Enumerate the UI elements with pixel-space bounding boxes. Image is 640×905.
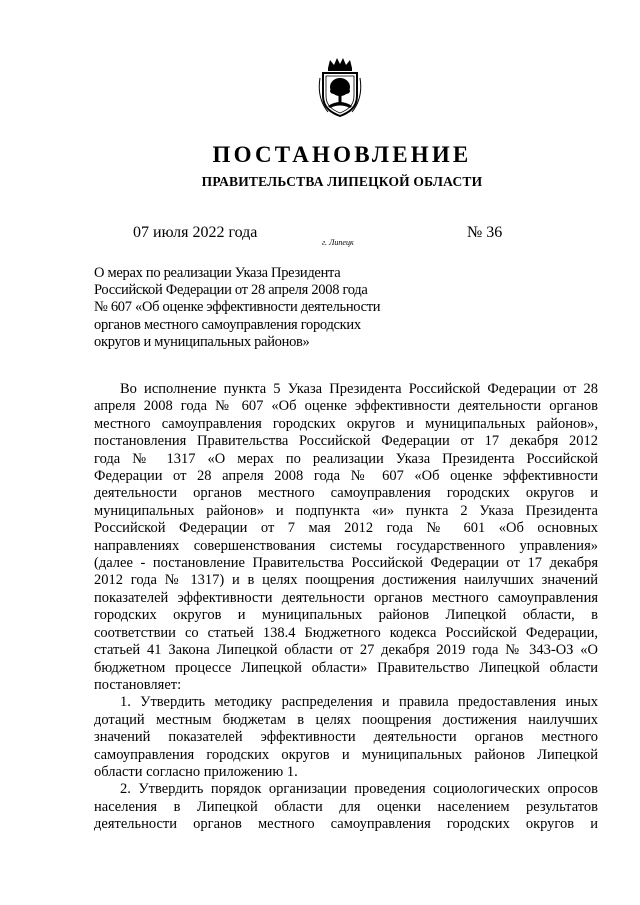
body-line: соответствии со статьей 138.4 Бюджетного кодекса Российской Федерации, <box>94 624 598 641</box>
subject-line: Российской Федерации от 28 апреля 2008 года <box>94 282 368 299</box>
body-line: значений показателей эффективности деятельности органов местного <box>94 729 598 746</box>
document-date: 07 июля 2022 года <box>133 224 258 241</box>
document-issuer: ПРАВИТЕЛЬСТВА ЛИПЕЦКОЙ ОБЛАСТИ <box>201 174 483 189</box>
body-line: 1. Утвердить методику распределения и правила предоставления иных <box>120 694 598 711</box>
body-line: деятельности органов местного самоуправления городских округов и <box>94 485 598 502</box>
document-city: г. Липецк <box>322 238 354 247</box>
body-line: городских округов и муниципальных районов Липецкой области, в <box>94 607 598 624</box>
body-line: постановляет: <box>94 676 182 693</box>
body-line: постановления Правительства Российской Федерации от 17 декабря 2012 <box>94 433 598 450</box>
body-line: местного самоуправления городских округов и муниципальных районов», <box>94 415 598 432</box>
body-line: (далее - постановление Правительства Российской Федерации от 17 декабря <box>94 555 598 572</box>
body-line: самоуправления городских округов и муниципальных районов Липецкой <box>94 746 598 763</box>
body-line: области согласно приложению 1. <box>94 763 298 780</box>
body-line: показателей эффективности деятельности органов местного самоуправления <box>94 589 598 606</box>
body-line: Российской Федерации от 7 мая 2012 года № 601 «Об основных <box>94 520 598 537</box>
body-line: Во исполнение пункта 5 Указа Президента Российской Федерации от 28 <box>120 381 598 397</box>
body-line: дотаций местным бюджетам в целях поощрения достижения наилучших <box>94 711 598 728</box>
lipetsk-coat-of-arms-icon <box>318 56 362 118</box>
subject-line: органов местного самоуправления городских <box>94 316 361 333</box>
body-line: деятельности органов местного самоуправления городских округов и <box>94 816 598 833</box>
body-line: апреля 2008 года № 607 «Об оценке эффективности деятельности органов <box>94 398 598 415</box>
body-line: муниципальных районов» и подпункта «и» пункта 2 Указа Президента <box>94 502 598 519</box>
document-body <box>94 381 598 834</box>
document-subject <box>94 265 424 351</box>
body-line: статьей 41 Закона Липецкой области от 27 декабря 2019 года № 343-ОЗ «О <box>94 642 598 659</box>
document-number: № 36 <box>467 224 503 241</box>
subject-line: О мерах по реализации Указа Президента <box>94 265 341 281</box>
body-line: бюджетном процессе Липецкой области» Правительство Липецкой области <box>94 659 598 676</box>
item-2-paragraph <box>94 781 598 833</box>
body-line: Федерации от 28 апреля 2008 года № 607 «Об оценке эффективности <box>94 468 598 485</box>
body-line: 2. Утвердить порядок организации проведения социологических опросов <box>120 781 598 798</box>
body-line: года № 1317 «О мерах по реализации Указа Президента Российской <box>94 450 598 467</box>
body-line: населения в Липецкой области для оценки населением результатов <box>94 798 598 815</box>
body-line: направлениях совершенствования системы государственного управления» <box>94 537 598 554</box>
subject-line: № 607 «Об оценке эффективности деятельности <box>94 299 381 316</box>
document-title: ПОСТАНОВЛЕНИЕ <box>212 142 472 167</box>
item-1-paragraph <box>94 694 598 781</box>
preamble-paragraph <box>94 381 598 694</box>
body-line: 2012 года № 1317) и в целях поощрения достижения наилучших значений <box>94 572 598 589</box>
subject-line: округов и муниципальных районов» <box>94 333 310 350</box>
